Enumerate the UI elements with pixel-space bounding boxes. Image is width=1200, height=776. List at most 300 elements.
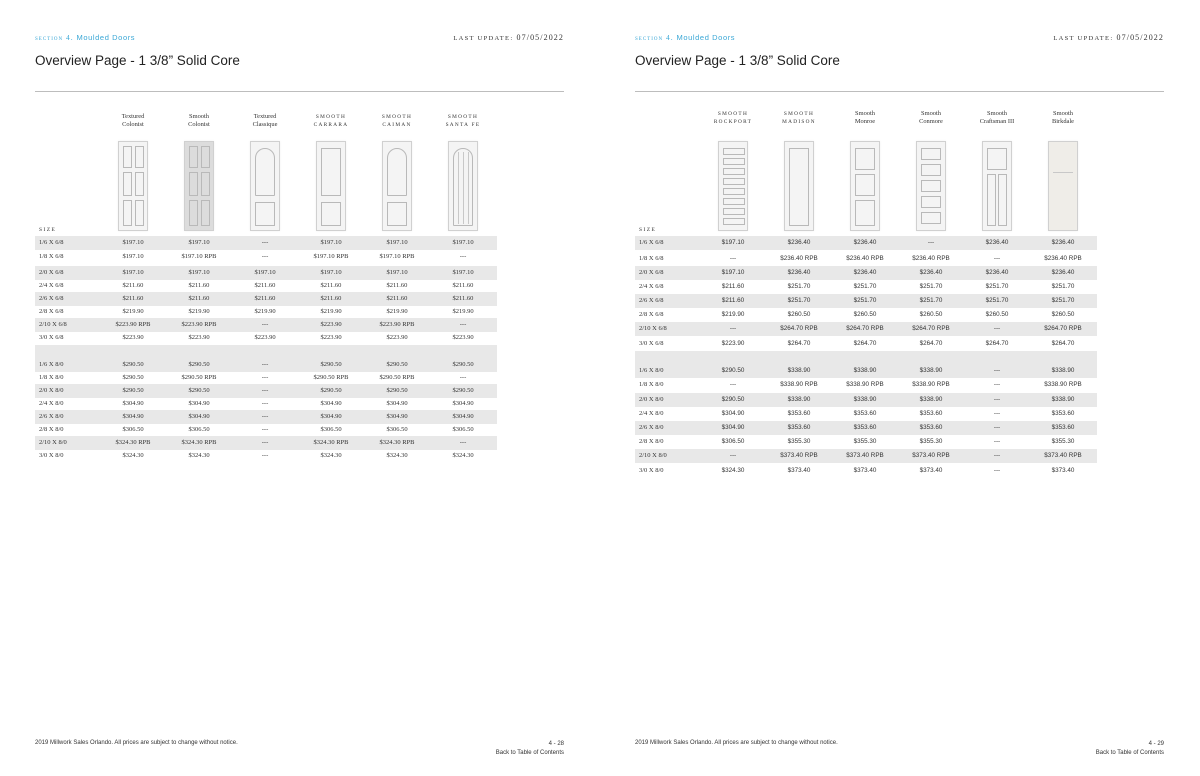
price-cell: $306.50 (122, 426, 144, 433)
price-cell: $324.30 RPB (115, 439, 151, 446)
price-cell: $197.10 RPB (313, 253, 349, 260)
price-cell: $353.60 (1051, 410, 1075, 417)
price-cell: $338.90 (853, 396, 877, 403)
table-row (35, 410, 497, 424)
price-cell: $355.30 (1051, 438, 1075, 445)
size-cell: 2/6 X 6/8 (39, 295, 64, 302)
size-cell: 1/6 X 8/0 (39, 361, 64, 368)
price-cell: $251.70 (1051, 283, 1075, 290)
size-cell: 1/6 X 6/8 (39, 239, 64, 246)
price-cell: $290.50 RPB (181, 374, 217, 381)
table-row (35, 397, 497, 411)
price-cell: $223.90 RPB (115, 321, 151, 328)
column-header (962, 110, 1032, 126)
table-row (635, 378, 1097, 392)
price-cell: $260.50 (985, 311, 1009, 318)
price-cell: $197.10 RPB (181, 253, 217, 260)
price-cell: $211.60 (188, 282, 210, 289)
column-header-line: Colonist (188, 121, 210, 128)
price-cell: $211.60 (721, 297, 745, 304)
price-cell: $338.90 RPB (1044, 381, 1082, 388)
price-cell: $373.40 RPB (1044, 452, 1082, 459)
back-to-toc-link[interactable]: Back to Table of Contents (495, 750, 564, 756)
price-cell: $290.50 RPB (379, 374, 415, 381)
door-image (250, 141, 280, 231)
column-header (428, 113, 498, 129)
table-row (635, 421, 1097, 435)
price-cell: $353.60 (919, 410, 943, 417)
size-cell: 2/10 X 6/8 (639, 325, 667, 332)
column-header-line: Smooth (987, 110, 1007, 117)
size-cell: 1/8 X 8/0 (39, 374, 64, 381)
price-cell: $197.10 (452, 239, 474, 246)
price-cell: $211.60 (452, 295, 474, 302)
price-cell: $197.10 (122, 253, 144, 260)
price-cell: $304.90 (320, 400, 342, 407)
price-cell: $304.90 (386, 413, 408, 420)
price-cell: $236.40 (853, 269, 877, 276)
door-panel (855, 200, 875, 226)
price-cell: --- (261, 439, 269, 446)
price-cell: --- (261, 239, 269, 246)
price-cell: $264.70 RPB (1044, 325, 1082, 332)
column-header-line: Textured (253, 113, 277, 120)
table-separator-row (35, 345, 497, 359)
price-cell: $260.50 (919, 311, 943, 318)
price-cell: $353.60 (919, 424, 943, 431)
catalog-page-right (600, 0, 1200, 776)
price-cell: --- (729, 452, 737, 459)
table-row (635, 407, 1097, 421)
price-cell: --- (993, 325, 1001, 332)
price-cell: --- (459, 374, 467, 381)
column-header-line: Smooth (1053, 110, 1073, 117)
price-cell: $338.90 (853, 367, 877, 374)
table-row (635, 252, 1097, 266)
price-cell: --- (261, 452, 269, 459)
page-title: Overview Page - 1 3/8” Solid Core (635, 53, 840, 68)
price-cell: $251.70 (985, 297, 1009, 304)
size-cell: 2/10 X 8/0 (639, 452, 667, 459)
price-cell: $290.50 (320, 387, 342, 394)
price-cell: $260.50 (787, 311, 811, 318)
price-cell: $304.90 (320, 413, 342, 420)
price-cell: $264.70 (787, 340, 811, 347)
price-cell: $211.60 (122, 282, 144, 289)
price-cell: $236.40 (1051, 239, 1075, 246)
price-cell: $236.40 (787, 239, 811, 246)
door-panel (387, 202, 407, 226)
price-cell: --- (261, 400, 269, 407)
price-cell: $236.40 RPB (846, 255, 884, 262)
price-cell: $264.70 RPB (846, 325, 884, 332)
price-cell: $290.50 (320, 361, 342, 368)
size-cell: 3/0 X 6/8 (39, 334, 64, 341)
column-header-line: Classique (252, 121, 278, 128)
price-cell: --- (993, 255, 1001, 262)
door-panel (723, 218, 745, 225)
price-cell: $353.60 (853, 424, 877, 431)
price-cell: $197.10 (452, 269, 474, 276)
price-cell: $290.50 (386, 361, 408, 368)
price-cell: $304.90 (721, 424, 745, 431)
column-header-line: ROCKPORT (713, 119, 753, 125)
column-header-line: Craftsman III (979, 118, 1015, 125)
price-cell: $236.40 (985, 239, 1009, 246)
price-cell: $197.10 RPB (379, 253, 415, 260)
plank-groove (468, 152, 469, 224)
door-panel (921, 196, 941, 208)
door-panel (998, 174, 1007, 226)
door-image (382, 141, 412, 231)
price-cell: $353.60 (787, 410, 811, 417)
price-cell: $219.90 (452, 308, 474, 315)
door-panel (123, 172, 132, 196)
price-cell: $264.70 (919, 340, 943, 347)
page-number: 4 - 28 (548, 741, 564, 747)
table-row (35, 266, 497, 280)
price-cell: $290.50 (452, 387, 474, 394)
price-cell: $304.90 (122, 413, 144, 420)
price-cell: $353.60 (787, 424, 811, 431)
header-divider (635, 91, 1164, 92)
header-divider (35, 91, 564, 92)
column-header (764, 110, 834, 126)
price-cell: $236.40 (787, 269, 811, 276)
door-panel (921, 164, 941, 176)
price-cell: $304.90 (386, 400, 408, 407)
price-cell: $211.60 (386, 295, 408, 302)
table-row (35, 384, 497, 398)
price-cell: --- (261, 361, 269, 368)
size-cell: 2/8 X 8/0 (639, 438, 664, 445)
price-cell: $197.10 (721, 239, 745, 246)
door-panel (921, 180, 941, 192)
page-number: 4 - 29 (1148, 741, 1164, 747)
table-row (35, 318, 497, 332)
price-cell: $324.30 RPB (181, 439, 217, 446)
column-header-line: Colonist (122, 121, 144, 128)
price-cell: $373.40 RPB (912, 452, 950, 459)
price-cell: $264.70 (1051, 340, 1075, 347)
section-label (35, 33, 135, 42)
last-update-label: LAST UPDATE: (453, 35, 514, 42)
price-cell: $324.30 RPB (379, 439, 415, 446)
size-cell: 1/8 X 6/8 (39, 253, 64, 260)
price-cell: $219.90 (320, 308, 342, 315)
column-header-line: Smooth (921, 110, 941, 117)
table-row (635, 393, 1097, 407)
price-cell: $197.10 (254, 269, 276, 276)
size-cell: 2/0 X 8/0 (639, 396, 664, 403)
back-to-toc-link[interactable]: Back to Table of Contents (1095, 750, 1164, 756)
price-cell: $373.40 (787, 467, 811, 474)
table-row (35, 292, 497, 306)
door-image (316, 141, 346, 231)
price-cell: --- (993, 452, 1001, 459)
price-cell: --- (459, 321, 467, 328)
price-cell: $211.60 (254, 282, 276, 289)
size-cell: 3/0 X 6/8 (639, 340, 664, 347)
price-cell: $324.30 (188, 452, 210, 459)
size-cell: 2/0 X 8/0 (39, 387, 64, 394)
section-number: section 4. (35, 33, 74, 42)
door-image (916, 141, 946, 231)
price-cell: $338.90 RPB (912, 381, 950, 388)
price-cell: $197.10 (386, 239, 408, 246)
column-header (230, 113, 300, 129)
price-cell: $251.70 (985, 283, 1009, 290)
door-panel (921, 212, 941, 224)
door-panel (189, 146, 198, 168)
table-row (35, 358, 497, 372)
door-panel (789, 148, 809, 226)
price-cell: --- (729, 325, 737, 332)
last-update-date: 07/05/2022 (1116, 33, 1164, 42)
door-panel (201, 146, 210, 168)
price-cell: $236.40 (853, 239, 877, 246)
price-cell: $197.10 (188, 269, 210, 276)
price-cell: $219.90 (254, 308, 276, 315)
price-cell: --- (993, 467, 1001, 474)
price-cell: $306.50 (188, 426, 210, 433)
last-update-label: LAST UPDATE: (1053, 35, 1114, 42)
price-cell: $264.70 RPB (780, 325, 818, 332)
price-cell: $353.60 (1051, 424, 1075, 431)
price-cell: --- (993, 424, 1001, 431)
price-cell: $304.90 (452, 400, 474, 407)
column-header-line: SMOOTH (381, 114, 413, 120)
price-cell: $290.50 (188, 361, 210, 368)
price-cell: $324.30 RPB (313, 439, 349, 446)
price-cell: $197.10 (122, 269, 144, 276)
price-cell: $223.90 (122, 334, 144, 341)
price-cell: --- (729, 381, 737, 388)
price-cell: $355.30 (853, 438, 877, 445)
column-header-line: Monroe (854, 118, 876, 125)
plank-groove (463, 152, 464, 224)
price-cell: $236.40 (985, 269, 1009, 276)
price-cell: $290.50 (721, 396, 745, 403)
price-cell: $236.40 (1051, 269, 1075, 276)
price-cell: $197.10 (386, 269, 408, 276)
last-update (453, 33, 564, 42)
price-cell: $211.60 (188, 295, 210, 302)
door-image (850, 141, 880, 231)
price-cell: $373.40 RPB (780, 452, 818, 459)
price-cell: --- (729, 255, 737, 262)
price-cell: $264.70 RPB (912, 325, 950, 332)
size-cell: 2/4 X 8/0 (39, 400, 64, 407)
size-cell: 2/10 X 8/0 (39, 439, 67, 446)
price-cell: $223.90 RPB (379, 321, 415, 328)
price-cell: $338.90 (787, 367, 811, 374)
table-row (635, 449, 1097, 463)
price-cell: $211.60 (320, 282, 342, 289)
price-cell: $223.90 (386, 334, 408, 341)
size-cell: 2/6 X 6/8 (639, 297, 664, 304)
price-cell: $290.50 (188, 387, 210, 394)
column-header (830, 110, 900, 126)
price-cell: --- (459, 439, 467, 446)
door-panel (723, 168, 745, 175)
door-image (118, 141, 148, 231)
column-header-line: MADISON (782, 119, 816, 125)
door-panel (921, 148, 941, 160)
price-cell: $251.70 (787, 297, 811, 304)
price-cell: $223.90 (188, 334, 210, 341)
size-cell: 1/8 X 6/8 (639, 255, 664, 262)
price-cell: $373.40 (1051, 467, 1075, 474)
door-panel (723, 198, 745, 205)
column-header-line: Smooth (855, 110, 875, 117)
column-header-line: CARRARA (313, 122, 349, 128)
column-header-line: Birkdale (1051, 118, 1074, 125)
size-cell: 2/6 X 8/0 (39, 413, 64, 420)
size-cell: 2/4 X 8/0 (639, 410, 664, 417)
table-row (635, 280, 1097, 294)
price-cell: $324.30 (122, 452, 144, 459)
price-cell: $338.90 (919, 367, 943, 374)
price-cell: $304.90 (452, 413, 474, 420)
table-row (35, 305, 497, 319)
table-row (635, 308, 1097, 322)
price-cell: $264.70 (985, 340, 1009, 347)
door-panel (723, 178, 745, 185)
price-cell: $211.60 (452, 282, 474, 289)
price-cell: $373.40 (919, 467, 943, 474)
section-name: Moulded Doors (76, 33, 136, 42)
price-cell: $211.60 (721, 283, 745, 290)
door-panel (723, 208, 745, 215)
door-panel (723, 148, 745, 155)
size-cell: 2/8 X 6/8 (639, 311, 664, 318)
price-cell: $223.90 (452, 334, 474, 341)
table-separator-row (635, 351, 1097, 365)
price-cell: $197.10 (122, 239, 144, 246)
table-row (635, 266, 1097, 280)
price-cell: $324.30 (320, 452, 342, 459)
table-row (635, 464, 1097, 478)
price-cell: $223.90 (721, 340, 745, 347)
section-name: Moulded Doors (676, 33, 736, 42)
price-cell: $223.90 (254, 334, 276, 341)
price-cell: $211.60 (320, 295, 342, 302)
section-label (635, 33, 735, 42)
price-cell: --- (261, 387, 269, 394)
price-cell: $236.40 (919, 269, 943, 276)
price-cell: $355.30 (919, 438, 943, 445)
table-row (35, 436, 497, 450)
size-cell: 3/0 X 8/0 (39, 452, 64, 459)
size-cell: 2/6 X 8/0 (639, 424, 664, 431)
price-cell: $211.60 (254, 295, 276, 302)
door-panel (135, 200, 144, 226)
door-panel (123, 200, 132, 226)
section-number: section 4. (635, 33, 674, 42)
price-cell: $260.50 (853, 311, 877, 318)
price-cell: $260.50 (1051, 311, 1075, 318)
table-row (635, 236, 1097, 250)
price-cell: $290.50 (452, 361, 474, 368)
price-cell: $304.90 (122, 400, 144, 407)
size-cell: 2/0 X 6/8 (39, 269, 64, 276)
door-panel (723, 158, 745, 165)
door-panel (987, 148, 1007, 170)
price-cell: $251.70 (1051, 297, 1075, 304)
size-cell: 1/6 X 6/8 (639, 239, 664, 246)
price-cell: $290.50 (721, 367, 745, 374)
price-cell: $219.90 (188, 308, 210, 315)
door-image (982, 141, 1012, 231)
table-row (35, 250, 497, 264)
price-cell: --- (261, 413, 269, 420)
door-panel (987, 174, 996, 226)
price-cell: --- (261, 253, 269, 260)
size-column-label: SIZE (39, 227, 57, 233)
table-row (635, 322, 1097, 336)
price-cell: --- (993, 410, 1001, 417)
column-header-line: SMOOTH (447, 114, 479, 120)
table-row (635, 435, 1097, 449)
price-cell: $304.90 (721, 410, 745, 417)
price-cell: $338.90 RPB (846, 381, 884, 388)
price-cell: $197.10 (721, 269, 745, 276)
price-cell: $290.50 (122, 387, 144, 394)
table-row (35, 423, 497, 437)
door-image (184, 141, 214, 231)
door-line (1053, 172, 1073, 173)
size-cell: 2/10 X 6/8 (39, 321, 67, 328)
price-cell: $197.10 (320, 239, 342, 246)
price-cell: $223.90 (320, 321, 342, 328)
price-cell: $236.40 RPB (780, 255, 818, 262)
column-header-line: SMOOTH (783, 111, 815, 117)
price-cell: --- (993, 367, 1001, 374)
door-panel (189, 172, 198, 196)
price-cell: $338.90 (919, 396, 943, 403)
column-header-line: SMOOTH (315, 114, 347, 120)
column-header (98, 113, 168, 129)
column-header-line: Textured (121, 113, 145, 120)
price-cell: $211.60 (122, 295, 144, 302)
column-header (164, 113, 234, 129)
price-cell: $251.70 (919, 283, 943, 290)
column-header-line: SMOOTH (717, 111, 749, 117)
price-cell: $236.40 RPB (912, 255, 950, 262)
door-image (448, 141, 478, 231)
price-cell: $197.10 (188, 239, 210, 246)
table-row (35, 279, 497, 293)
door-panel (255, 202, 275, 226)
size-column-label: SIZE (639, 227, 657, 233)
price-cell: $219.90 (386, 308, 408, 315)
price-cell: $219.90 (721, 311, 745, 318)
table-row (635, 364, 1097, 378)
column-header (698, 110, 768, 126)
footer-disclaimer: 2019 Millwork Sales Orlando. All prices are subject to change without notice. (35, 740, 238, 746)
door-panel (201, 172, 210, 196)
table-row (635, 337, 1097, 351)
price-cell: $306.50 (320, 426, 342, 433)
price-cell: --- (993, 381, 1001, 388)
column-header-line: Conmore (919, 118, 943, 125)
price-cell: --- (261, 321, 269, 328)
price-cell: $223.90 RPB (181, 321, 217, 328)
price-cell: $306.50 (721, 438, 745, 445)
price-cell: --- (993, 396, 1001, 403)
column-header-line: CAIMAN (382, 122, 412, 128)
